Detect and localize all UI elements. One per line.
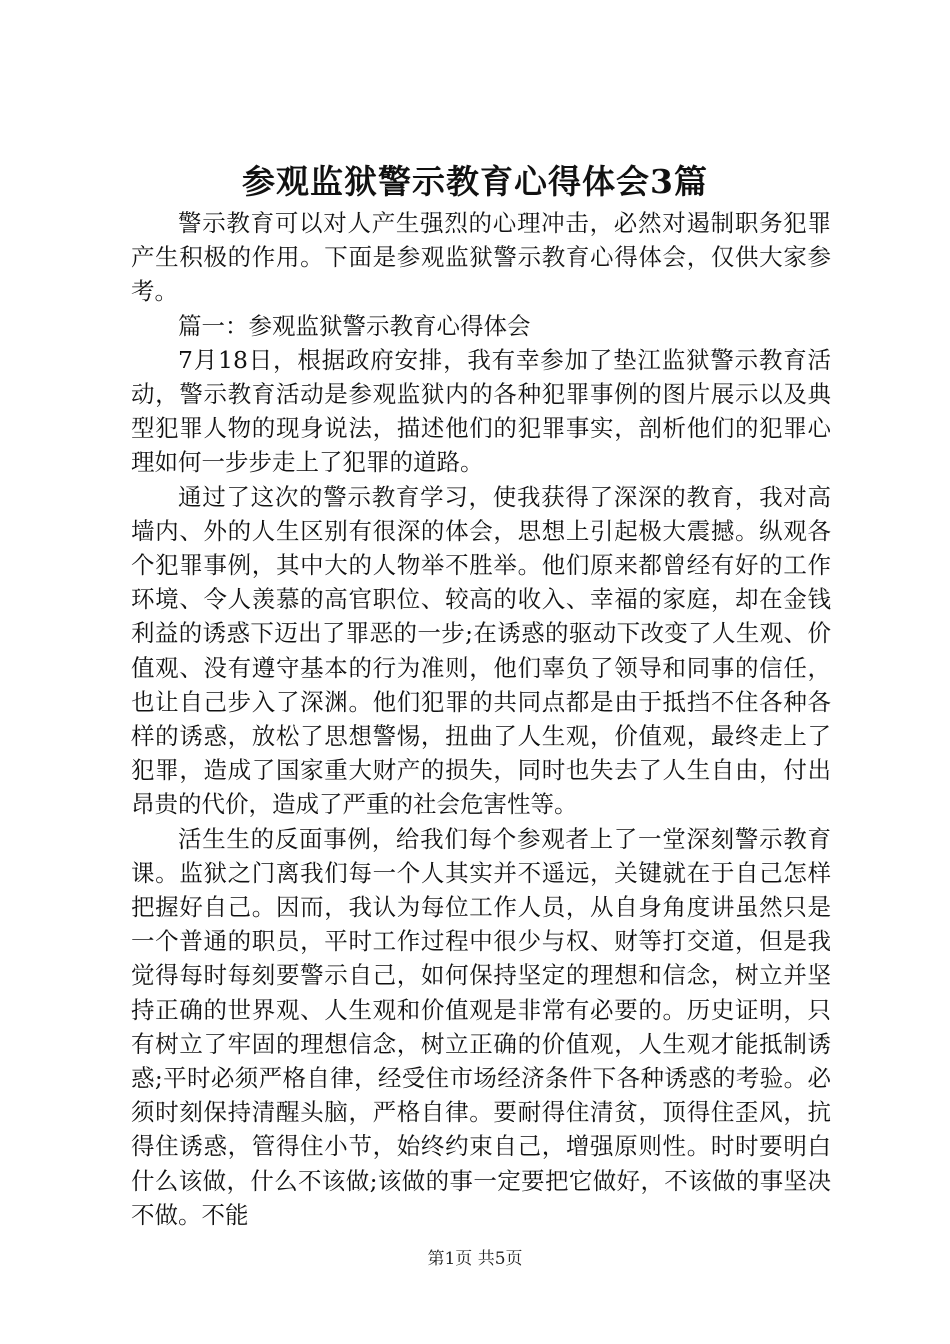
body-paragraph: 通过了这次的警示教育学习，使我获得了深深的教育，我对高墙内、外的人生区别有很深的体会，思想上引起极大震撼。纵观各个犯罪事例，其中大的人物举不胜举。他们原来都曾经有好的工作环境、令人羡慕的高官职位、较高的收入、幸福的家庭，却在金钱利益的诱惑下迈出了罪恶的一步;在诱惑的驱动下改变了人生观、价值观、没有遵守基本的行为准则，他们辜负了领导和同事的信任，也让自己步入了深渊。他们犯罪的共同点都是由于抵挡不住各种各样的诱惑，放松了思想警惕，扭曲了人生观，价值观，最终走上了犯罪，造成了国家重大财产的损失，同时也失去了人生自由，付出昂贵的代价，造成了严重的社会危害性等。 — [131, 482, 831, 819]
body-paragraph: 7月18日，根据政府安排，我有幸参加了垫江监狱警示教育活动，警示教育活动是参观监狱内的各种犯罪事例的图片展示以及典型犯罪人物的现身说法，描述他们的犯罪事实，剖析他们的犯罪心理如何一步步走上了犯罪的道路。 — [131, 345, 831, 477]
section-heading: 篇一：参观监狱警示教育心得体会 — [178, 311, 531, 340]
body-paragraph: 活生生的反面事例，给我们每个参观者上了一堂深刻警示教育课。监狱之门离我们每一个人其实并不遥远，关键就在于自己怎样把握好自己。因而，我认为每位工作人员，从自身角度讲虽然只是一个普通的职员，平时工作过程中很少与权、财等打交道，但是我觉得每时每刻要警示自己，如何保持坚定的理想和信念，树立并坚持正确的世界观、人生观和价值观是非常有必要的。历史证明，只有树立了牢固的理想信念，树立正确的价值观，人生观才能抵制诱惑;平时必须严格自律，经受住市场经济条件下各种诱惑的考验。必须时刻保持清醒头脑，严格自律。要耐得住清贫，顶得住歪风，抗得住诱惑，管得住小节，始终约束自己，增强原则性。时时要明白什么该做，什么不该做;该做的事一定要把它做好，不该做的事坚决不做。不能 — [131, 824, 831, 1229]
page-footer: 第1页 共5页 — [427, 1249, 523, 1269]
document-body — [131, 206, 831, 1232]
intro-paragraph: 警示教育可以对人产生强烈的心理冲击，必然对遏制职务犯罪产生积极的作用。下面是参观监狱警示教育心得体会，仅供大家参考。 — [131, 209, 831, 306]
document-title: 参观监狱警示教育心得体会3篇 — [242, 162, 708, 201]
